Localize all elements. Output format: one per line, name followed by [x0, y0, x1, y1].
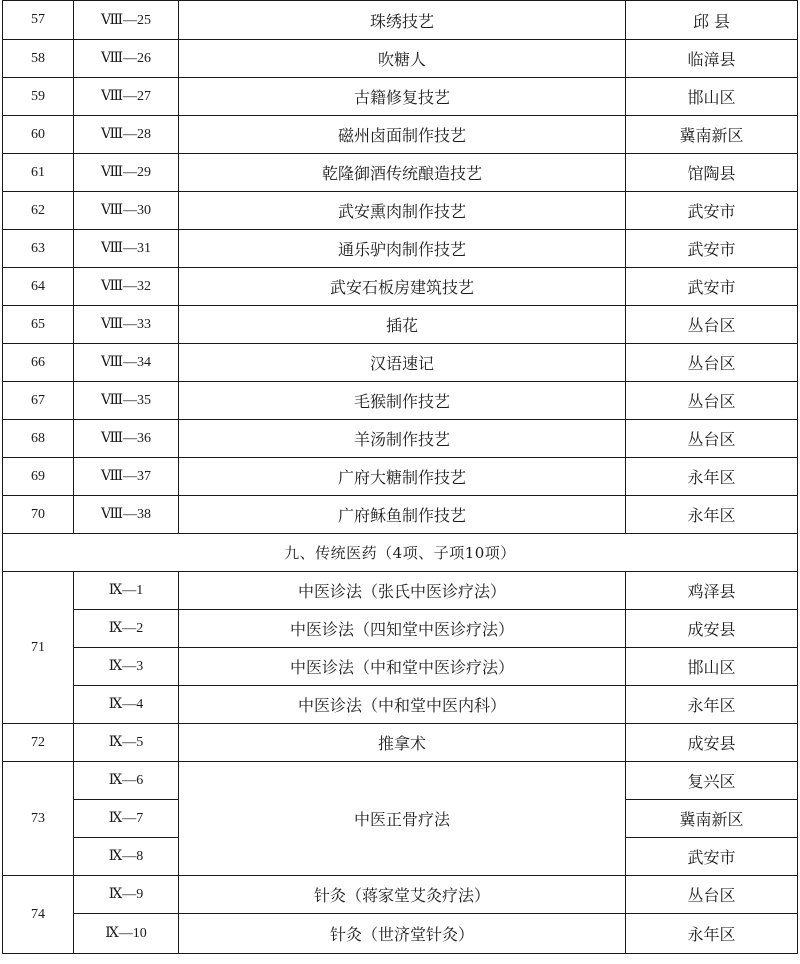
table-row: [3, 610, 798, 648]
item-name: 珠绣技艺: [179, 1, 626, 40]
item-code: Ⅷ—33: [74, 306, 179, 344]
item-name: 中医诊法（中和堂中医内科）: [179, 686, 626, 724]
table-row: [3, 724, 798, 762]
table-row: [3, 78, 798, 116]
item-area: 邯山区: [626, 78, 798, 116]
item-code: Ⅷ—35: [74, 382, 179, 420]
item-name: 中医诊法（张氏中医诊疗法）: [179, 572, 626, 610]
table-row: [3, 344, 798, 382]
table-row: [3, 876, 798, 914]
item-area: 武安市: [626, 268, 798, 306]
item-code: Ⅸ—7: [74, 800, 179, 838]
item-name: 中医正骨疗法: [179, 762, 626, 876]
item-code: Ⅷ—32: [74, 268, 179, 306]
item-code: Ⅸ—1: [74, 572, 179, 610]
table-row: [3, 762, 798, 800]
item-area: 馆陶县: [626, 154, 798, 192]
table-row: [3, 116, 798, 154]
item-name: 插花: [179, 306, 626, 344]
item-area: 成安县: [626, 724, 798, 762]
item-area: 邱 县: [626, 1, 798, 40]
item-name: 中医诊法（四知堂中医诊疗法）: [179, 610, 626, 648]
item-code: Ⅸ—9: [74, 876, 179, 914]
item-name: 乾隆御酒传统酿造技艺: [179, 154, 626, 192]
row-number: 66: [3, 344, 74, 382]
table-row: [3, 572, 798, 610]
row-number: 61: [3, 154, 74, 192]
item-area: 鸡泽县: [626, 572, 798, 610]
table-row: [3, 382, 798, 420]
table-row: [3, 40, 798, 78]
row-number: 57: [3, 1, 74, 40]
table-row: [3, 420, 798, 458]
item-code: Ⅸ—5: [74, 724, 179, 762]
item-code: Ⅸ—3: [74, 648, 179, 686]
row-number: 74: [3, 876, 74, 954]
row-number: 58: [3, 40, 74, 78]
table-row: [3, 686, 798, 724]
row-number: 60: [3, 116, 74, 154]
item-area: 丛台区: [626, 420, 798, 458]
item-code: Ⅷ—36: [74, 420, 179, 458]
item-area: 临漳县: [626, 40, 798, 78]
item-code: Ⅷ—31: [74, 230, 179, 268]
item-area: 永年区: [626, 914, 798, 954]
item-name: 推拿术: [179, 724, 626, 762]
table-row: [3, 458, 798, 496]
item-name: 古籍修复技艺: [179, 78, 626, 116]
item-name: 针灸（蒋家堂艾灸疗法）: [179, 876, 626, 914]
item-code: Ⅸ—4: [74, 686, 179, 724]
item-name: 汉语速记: [179, 344, 626, 382]
item-code: Ⅷ—28: [74, 116, 179, 154]
item-area: 永年区: [626, 496, 798, 534]
item-name: 毛猴制作技艺: [179, 382, 626, 420]
item-area: 武安市: [626, 192, 798, 230]
table-row: [3, 192, 798, 230]
item-code: Ⅷ—34: [74, 344, 179, 382]
category-row: [3, 534, 798, 572]
item-name: 中医诊法（中和堂中医诊疗法）: [179, 648, 626, 686]
table-row: [3, 230, 798, 268]
row-number: 62: [3, 192, 74, 230]
item-code: Ⅸ—2: [74, 610, 179, 648]
item-name: 武安熏肉制作技艺: [179, 192, 626, 230]
row-number: 68: [3, 420, 74, 458]
item-area: 丛台区: [626, 382, 798, 420]
item-area: 武安市: [626, 230, 798, 268]
item-area: 复兴区: [626, 762, 798, 800]
item-area: 丛台区: [626, 344, 798, 382]
item-code: Ⅷ—29: [74, 154, 179, 192]
table-row: [3, 268, 798, 306]
item-code: Ⅷ—37: [74, 458, 179, 496]
table-row: [3, 914, 798, 954]
row-number: 67: [3, 382, 74, 420]
item-name: 通乐驴肉制作技艺: [179, 230, 626, 268]
row-number: 59: [3, 78, 74, 116]
item-area: 永年区: [626, 458, 798, 496]
item-code: Ⅸ—10: [74, 914, 179, 954]
item-name: 磁州卤面制作技艺: [179, 116, 626, 154]
item-code: Ⅷ—26: [74, 40, 179, 78]
row-number: 70: [3, 496, 74, 534]
item-code: Ⅷ—25: [74, 1, 179, 40]
item-code: Ⅸ—8: [74, 838, 179, 876]
table-row: [3, 306, 798, 344]
item-code: Ⅷ—27: [74, 78, 179, 116]
item-name: 针灸（世济堂针灸）: [179, 914, 626, 954]
item-area: 丛台区: [626, 306, 798, 344]
item-area: 丛台区: [626, 876, 798, 914]
item-code: Ⅷ—38: [74, 496, 179, 534]
table-row: [3, 154, 798, 192]
item-area: 永年区: [626, 686, 798, 724]
item-name: 广府大糖制作技艺: [179, 458, 626, 496]
item-area: 邯山区: [626, 648, 798, 686]
item-code: Ⅷ—30: [74, 192, 179, 230]
item-name: 武安石板房建筑技艺: [179, 268, 626, 306]
item-name: 广府稣鱼制作技艺: [179, 496, 626, 534]
row-number: 65: [3, 306, 74, 344]
category-header: 九、传统医药（4项、子项10项）: [3, 534, 798, 572]
table-row: [3, 496, 798, 534]
item-area: 成安县: [626, 610, 798, 648]
table-row: [3, 1, 798, 40]
item-area: 冀南新区: [626, 116, 798, 154]
row-number: 71: [3, 572, 74, 724]
row-number: 69: [3, 458, 74, 496]
row-number: 63: [3, 230, 74, 268]
row-number: 73: [3, 762, 74, 876]
item-area: 冀南新区: [626, 800, 798, 838]
table-row: [3, 648, 798, 686]
item-name: 吹糖人: [179, 40, 626, 78]
heritage-list-table: [2, 0, 798, 954]
row-number: 64: [3, 268, 74, 306]
item-name: 羊汤制作技艺: [179, 420, 626, 458]
item-area: 武安市: [626, 838, 798, 876]
row-number: 72: [3, 724, 74, 762]
item-code: Ⅸ—6: [74, 762, 179, 800]
